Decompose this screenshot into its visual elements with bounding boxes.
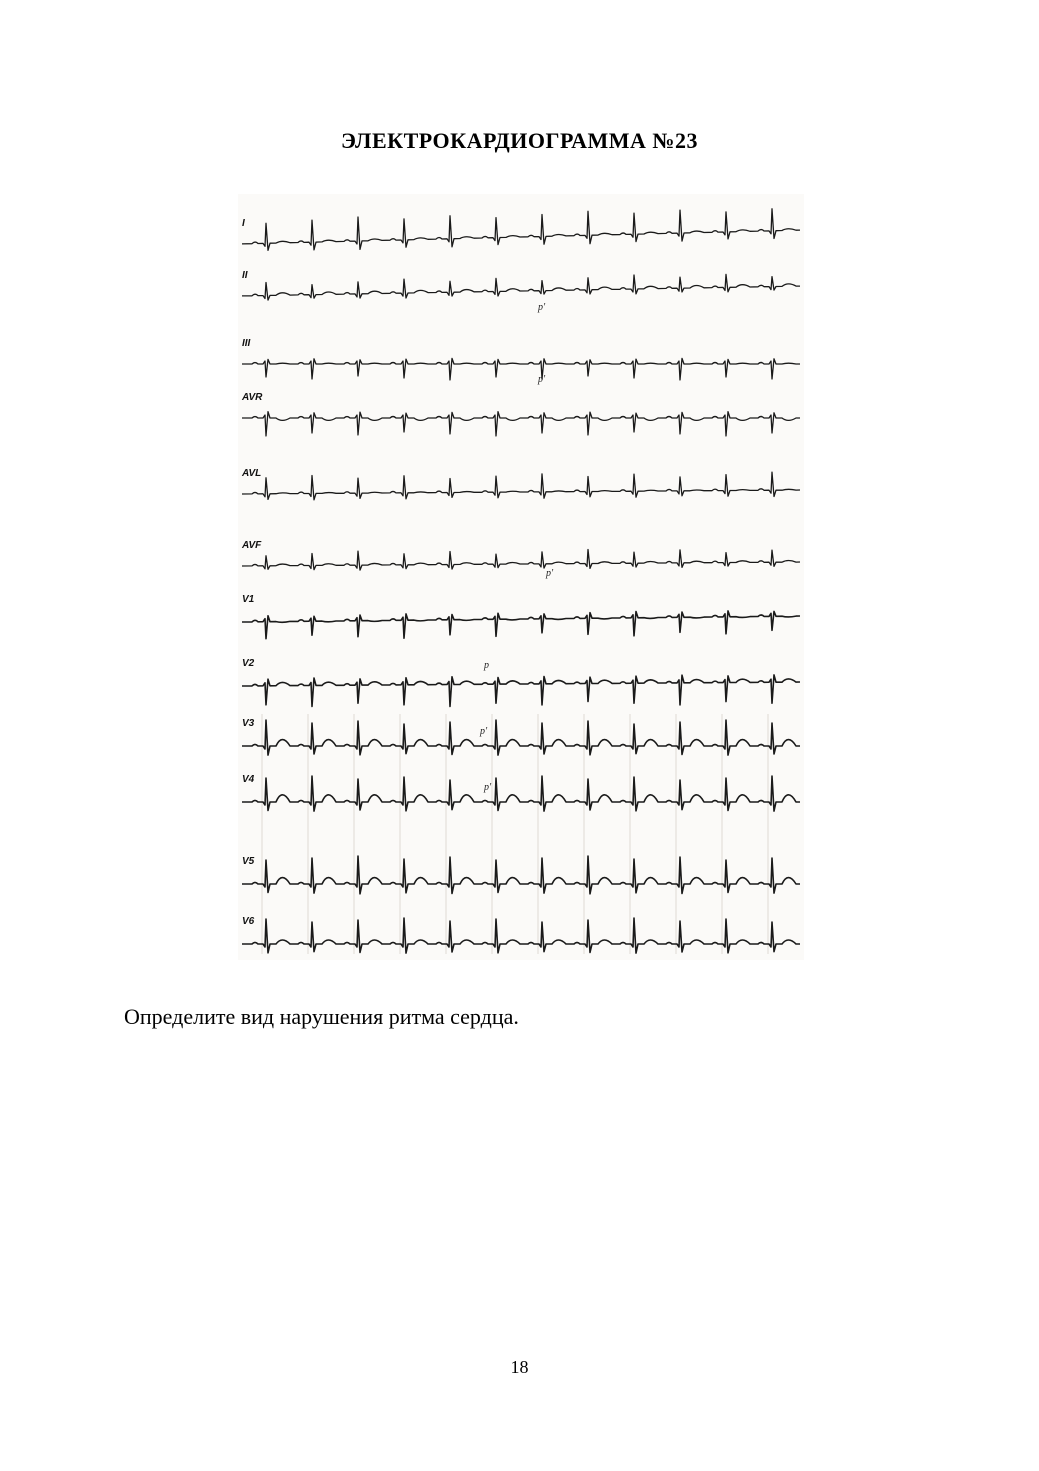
p-wave-annotation: p' <box>480 726 488 737</box>
p-wave-annotation: p' <box>538 374 546 385</box>
question-text: Определите вид нарушения ритма сердца. <box>124 1004 519 1029</box>
lead-label-iii: III <box>242 338 251 349</box>
lead-label-v3: V3 <box>242 718 255 729</box>
lead-label-avf: AVF <box>242 540 262 551</box>
lead-label-ii: II <box>242 270 248 281</box>
lead-label-v6: V6 <box>242 916 255 927</box>
lead-trace-iii <box>242 358 800 380</box>
p-wave-annotation: p' <box>546 568 554 579</box>
lead-label-v2: V2 <box>242 658 255 669</box>
ecg-figure <box>238 194 804 960</box>
lead-trace-avl <box>242 472 800 500</box>
page-number: 18 <box>510 1357 529 1377</box>
lead-trace-v2 <box>242 675 800 707</box>
lead-label-avl: AVL <box>242 468 262 479</box>
p-wave-annotation: p' <box>538 302 546 313</box>
lead-label-v5: V5 <box>242 856 255 867</box>
lead-trace-v5 <box>242 856 800 894</box>
lead-trace-v3 <box>242 720 800 755</box>
lead-trace-avr <box>242 412 800 436</box>
lead-label-v4: V4 <box>242 774 255 785</box>
lead-trace-i <box>242 209 800 251</box>
p-wave-annotation: p <box>484 660 489 671</box>
lead-label-avr: AVR <box>242 392 263 403</box>
page-title: ЭЛЕКТРОКАРДИОГРАММА №23 <box>341 128 698 153</box>
lead-label-v1: V1 <box>242 594 255 605</box>
ecg-tracing <box>238 194 804 960</box>
lead-trace-v4 <box>242 776 800 811</box>
lead-trace-v1 <box>242 611 800 639</box>
lead-label-i: I <box>242 218 245 229</box>
lead-trace-ii <box>242 274 800 300</box>
lead-trace-avf <box>242 550 800 571</box>
p-wave-annotation: p' <box>484 782 492 793</box>
lead-trace-v6 <box>242 918 800 953</box>
